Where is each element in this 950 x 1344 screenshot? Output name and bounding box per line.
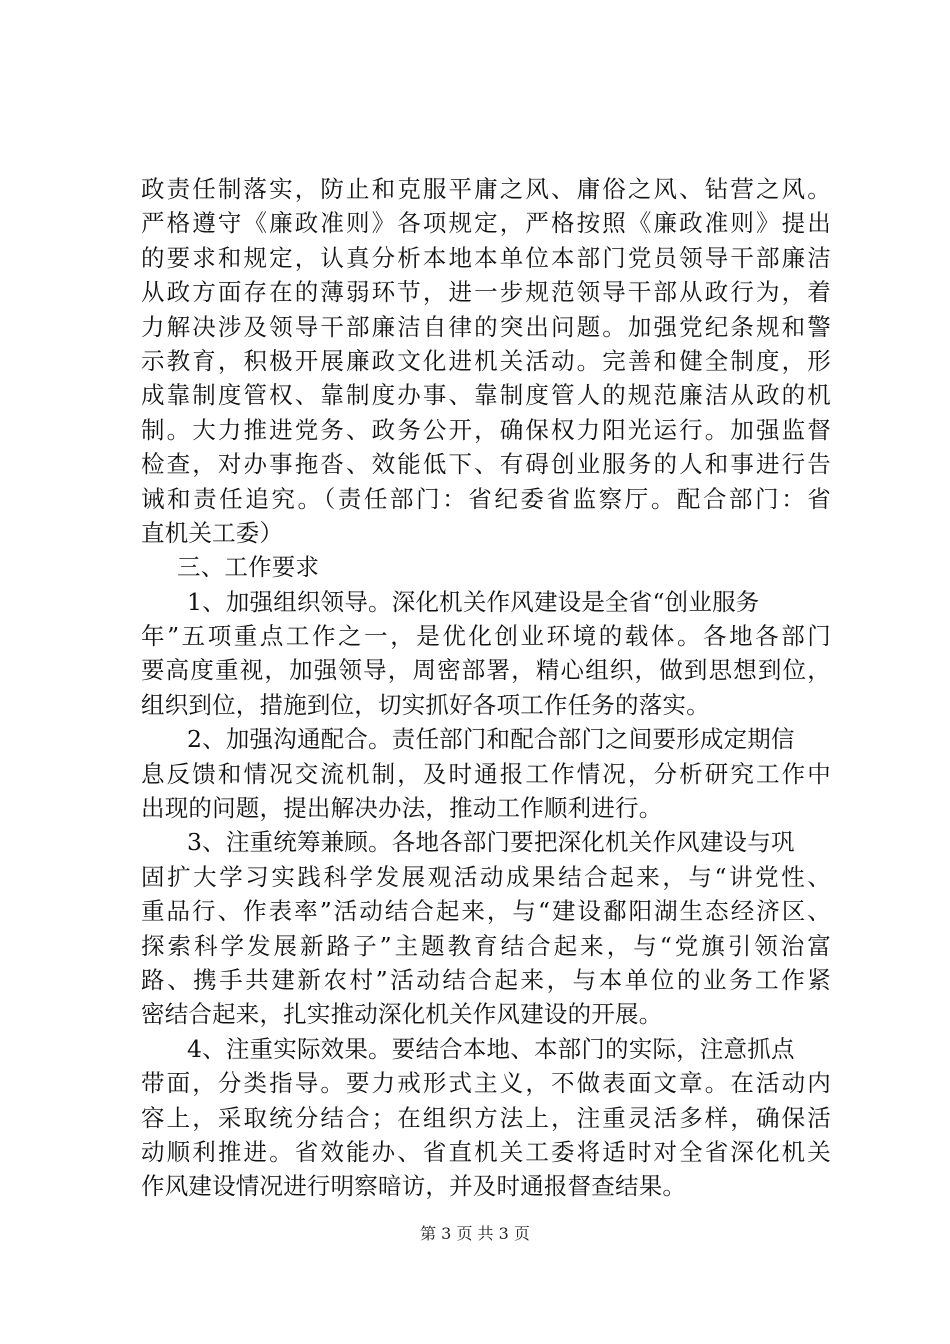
text-line: 作风建设情况进行明察暗访，并及时通报督查结果。 [141,1172,687,1201]
text-line: 重品行、作表率”活动结合起来，与“建设鄱阳湖生态经济区、 [141,897,831,926]
text-line: 成靠制度管权、靠制度办事、靠制度管人的规范廉洁从政的机 [141,381,831,410]
page-footer: 第 3 页 共 3 页 [420,1224,530,1243]
text-line: 容上，采取统分结合；在组织方法上，注重灵活多样，确保活 [141,1103,831,1132]
text-line: 示教育，积极开展廉政文化进机关活动。完善和健全制度，形 [141,346,831,375]
text-line: 固扩大学习实践科学发展观活动成果结合起来，与“讲党性、 [141,862,831,891]
text-line: 直机关工委） [141,518,284,547]
section-heading: 三、工作要求 [177,553,320,582]
text-line: 制。大力推进党务、政务公开，确保权力阳光运行。加强监督 [141,415,831,444]
text-line: 年”五项重点工作之一，是优化创业环境的载体。各地各部门 [141,622,831,651]
text-line: 带面，分类指导。要力戒形式主义，不做表面文章。在活动内 [141,1069,831,1098]
text-line: 3、注重统筹兼顾。各地各部门要把深化机关作风建设与巩 [187,828,795,857]
text-line: 路、携手共建新农村”活动结合起来，与本单位的业务工作紧 [141,965,831,994]
text-line: 严格遵守《廉政准则》各项规定，严格按照《廉政准则》提出 [141,209,831,238]
text-line: 1、加强组织领导。深化机关作风建设是全省“创业服务 [187,587,760,616]
text-line: 动顺利推进。省效能办、省直机关工委将适时对全省深化机关 [141,1137,831,1166]
text-line: 检查，对办事拖沓、效能低下、有碍创业服务的人和事进行告 [141,450,831,479]
text-line: 探索科学发展新路子”主题教育结合起来，与“党旗引领治富 [141,931,831,960]
text-line: 组织到位，措施到位，切实抓好各项工作任务的落实。 [141,690,710,719]
text-line: 息反馈和情况交流机制，及时通报工作情况，分析研究工作中 [141,759,831,788]
text-line: 4、注重实际效果。要结合本地、本部门的实际，注意抓点 [187,1034,795,1063]
text-line: 政责任制落实，防止和克服平庸之风、庸俗之风、钻营之风。 [141,175,831,203]
text-line: 从政方面存在的薄弱环节，进一步规范领导干部从政行为，着 [141,278,831,307]
text-line: 诫和责任追究。（责任部门：省纪委省监察厅。配合部门：省 [141,484,831,513]
text-line: 出现的问题，提出解决办法，推动工作顺利进行。 [141,794,663,823]
text-line: 密结合起来，扎实推动深化机关作风建设的开展。 [141,1000,663,1029]
text-line: 要高度重视，加强领导，周密部署，精心组织，做到思想到位， [141,656,831,685]
text-line: 2、加强沟通配合。责任部门和配合部门之间要形成定期信 [187,725,795,754]
document-body [141,172,831,1204]
text-line: 的要求和规定，认真分析本地本单位本部门党员领导干部廉洁 [141,243,831,272]
text-line: 力解决涉及领导干部廉洁自律的突出问题。加强党纪条规和警 [141,312,831,341]
